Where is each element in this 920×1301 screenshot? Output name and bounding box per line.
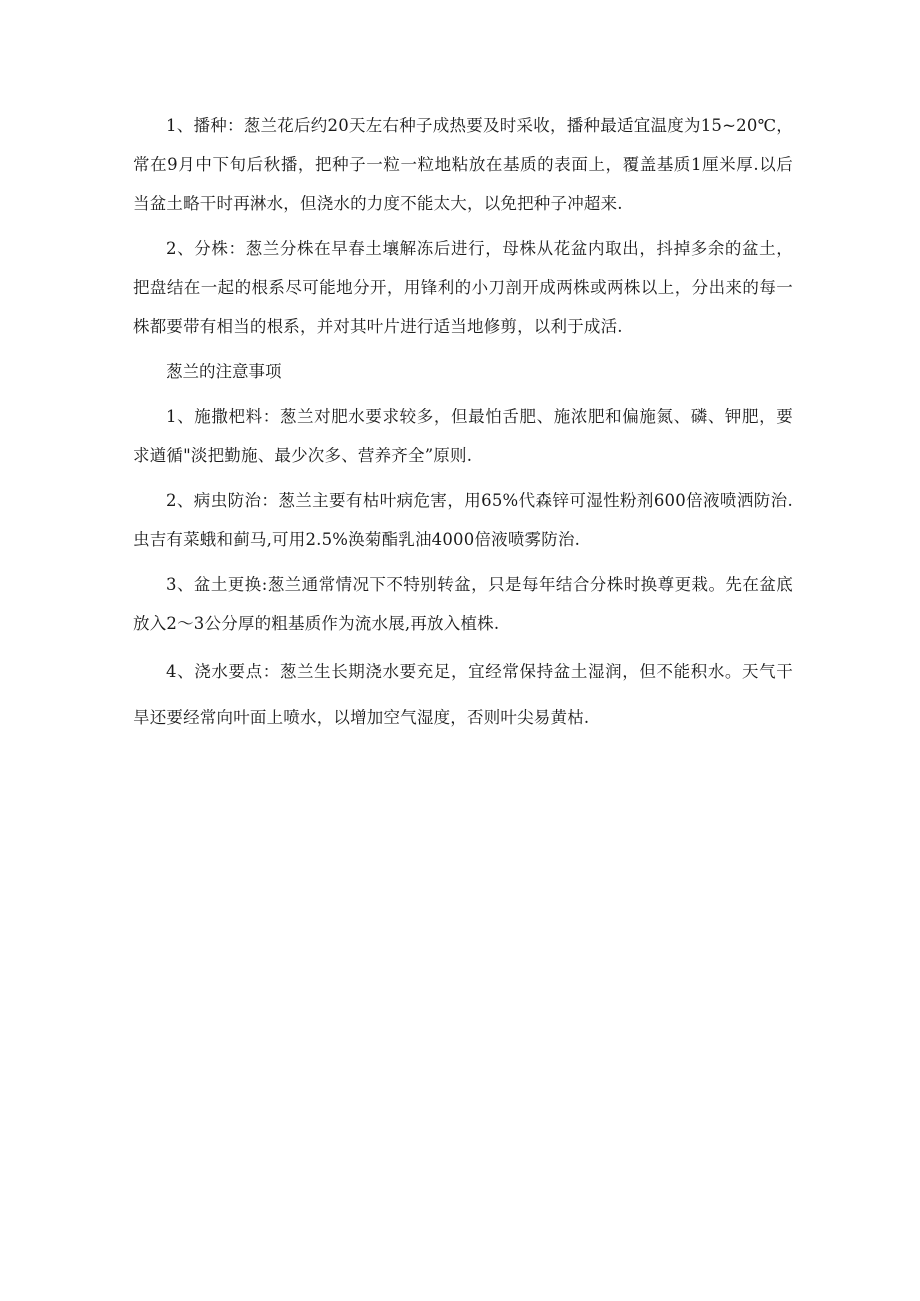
paragraph-division: 2、分株：葱兰分株在早春土壤解冻后进行，母株从花盆内取出，抖掉多余的盆土，把盘结在一起的根系尽可能地分开，用锋利的小刀剖开成两株或两株以上，分出来的每一株都要带有相当的根系，并对其叶片进行适当地修剪，以利于成活. <box>133 239 793 336</box>
note-fertilizing: 1、施撒杷料：葱兰对肥水要求较多，但最怕舌肥、施浓肥和偏施氮、磷、钾肥，要求遒循"淡把勤施、最少次多、营养齐全”原则. <box>133 407 793 465</box>
paragraph-sowing: 1、播种：葱兰花后约20天左右种子成热要及时采收，播种最适宜温度为15~20℃，常在9月中下旬后秋播，把种子一粒一粒地粘放在基质的表面上，覆盖基质1厘米厚.以后当盆土略干时再淋水，但浇水的力度不能太大，以免把种子冲超来. <box>133 116 793 213</box>
document-body <box>133 106 793 741</box>
section-heading: 葱兰的注意事项 <box>166 362 282 381</box>
note-repotting: 3、盆土更换:葱兰通常情况下不特别转盆，只是每年结合分株时换尊更栽。先在盆底放入2～3公分厚的粗基质作为流水展,再放入植株. <box>133 575 793 633</box>
note-pest-control: 2、病虫防治：葱兰主要有枯叶病危害，用65%代森锌可湿性粉剂600倍液喷洒防治.虫吉有菜蛾和蓟马,可用2.5%涣菊酯乳油4000倍液喷雾防治. <box>133 491 793 549</box>
note-watering: 4、浇水要点：葱兰生长期浇水要充足，宜经常保持盆土湿润，但不能积水。天气干旱还要经常向叶面上喷水，以增加空气湿度，否则叶尖易黄枯. <box>133 662 793 727</box>
